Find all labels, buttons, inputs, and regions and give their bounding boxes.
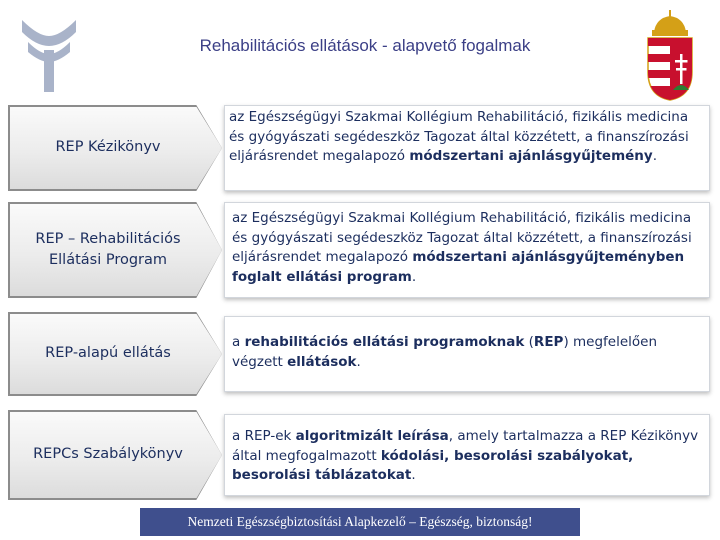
definition-run: az Egészségügyi Szakmai Kollégium Rehabilitáció, fizikális medicina és gyógyászati segédeszköz Tagozat által közzétett, a finanszírozási eljárásrendet megalapozó: [232, 210, 692, 266]
definition-run: .: [411, 467, 416, 484]
definition-row-repcs-szabalykonyv: [0, 410, 720, 500]
definition-emphasis: rehabilitációs ellátási programoknak: [244, 334, 525, 350]
definition-emphasis: REP: [533, 334, 564, 350]
definition-emphasis: ellátások: [287, 353, 357, 370]
term-label: REP-alapú ellátás: [45, 345, 171, 362]
definition-row-rep-program: [0, 202, 720, 298]
term-label: REPCs Szabálykönyv: [33, 446, 183, 463]
definition-box: [224, 414, 710, 496]
definition-emphasis: módszertani ajánlásgyűjteményben foglalt ellátási program: [232, 249, 685, 285]
definition-emphasis: algoritmizált leírása: [295, 428, 449, 444]
definition-box: [224, 105, 710, 191]
definition-text: [229, 427, 705, 486]
definition-text: [229, 209, 705, 287]
slide-title: Rehabilitációs ellátások - alapvető fogalmak: [199, 36, 531, 55]
definition-emphasis: kódolási, besorolási szabályokat, besorolási táblázatokat: [232, 447, 634, 484]
footer-text: Nemzeti Egészségbiztosítási Alapkezelő – Egészség, biztonság!: [187, 514, 533, 529]
definition-text: [229, 333, 705, 372]
neak-logo-icon: [18, 14, 80, 94]
definition-run: (: [524, 334, 534, 350]
definition-run: .: [356, 353, 361, 370]
definition-run: a: [232, 334, 245, 350]
definition-text: [229, 108, 705, 167]
hungarian-coat-of-arms-icon: [640, 10, 700, 102]
definition-run: ) megfelelően végzett: [232, 334, 658, 370]
definition-box: [224, 202, 710, 298]
definition-run: a REP-ek: [232, 428, 296, 444]
definition-emphasis: módszertani ajánlásgyűjtemény: [409, 148, 653, 165]
definition-row-rep-alapu-ellatas: [0, 312, 720, 396]
definition-run: .: [411, 268, 417, 285]
definition-run: az Egészségügyi Szakmai Kollégium Rehabilitáció, fizikális medicina és gyógyászati segédeszköz Tagozat által közzétett, a finanszírozási eljárásrendet megalapozó: [229, 109, 689, 165]
definition-box: [224, 316, 710, 392]
definition-row-rep-kezikonyv: [0, 105, 720, 191]
definition-run: , amely tartalmazza a REP Kézikönyv által megfogalmazott: [232, 428, 699, 464]
term-label: REP – Rehabilitációs Ellátási Program: [35, 230, 181, 268]
footer-banner: [140, 508, 580, 536]
definition-run: .: [652, 148, 657, 165]
term-label: REP Kézikönyv: [55, 139, 161, 156]
